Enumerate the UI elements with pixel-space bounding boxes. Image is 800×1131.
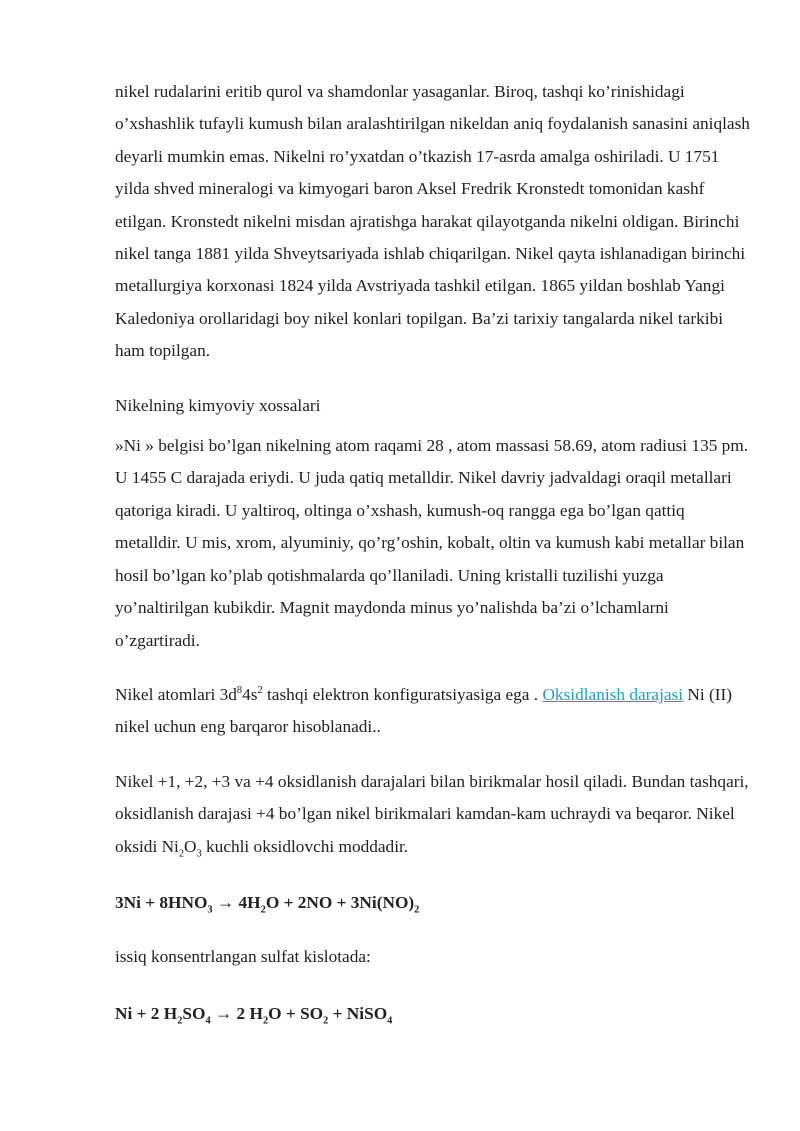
eq1-sub-3: 2 bbox=[414, 904, 420, 916]
config-suffix: tashqi elektron konfiguratsiyasiga ega . bbox=[262, 684, 543, 704]
config-sup-1: 8 bbox=[236, 685, 243, 697]
eq2-sub-4: 2 bbox=[323, 1015, 329, 1027]
properties-paragraph: »Ni » belgisi bo’lgan nikelning atom raqami 28 , atom massasi 58.69, atom radiusi 135 pm. U 1455 C darajada eriydi. U juda qatiq metalldir. Nikel davriy jadvaldagi oraqil metallari qatoriga kiradi. U yaltiroq, oltinga o’xshash, kumush-oq rangga ega bo’lgan qattiq metalldir. U mis, xrom, alyuminiy, qo’rg’oshin, kobalt, oltin va kumush kabi metallar bilan hosil bo’lgan ko’plab qotishmalarda qo’llaniladi. Uning kristalli tuzilishi yuzga yo’naltirilgan kubikdir. Magnit maydonda minus yo’nalishda ba’zi o’lchamlarni o’zgartiradi. bbox=[115, 436, 749, 650]
eq2-sub-5: 4 bbox=[387, 1015, 393, 1027]
eq1-part-2: → 4H bbox=[212, 892, 261, 912]
eq2-sub-1: 2 bbox=[177, 1015, 183, 1027]
eq1-sub-2: 2 bbox=[260, 904, 266, 916]
config-mid: 4s bbox=[242, 684, 258, 704]
config-prefix: Nikel atomlari 3d bbox=[115, 684, 237, 704]
oxidation-after: kuchli oksidlovchi moddadir. bbox=[201, 836, 409, 856]
eq1-part-3: O + 2NO + 3Ni(NO) bbox=[265, 892, 415, 912]
sulfuric-label: issiq konsentrlangan sulfat kislotada: bbox=[115, 947, 371, 967]
oxidation-paragraph bbox=[115, 766, 750, 863]
eq1-sub-1: 3 bbox=[207, 904, 213, 916]
section-heading: Nikelning kimyoviy xossalari bbox=[115, 395, 321, 415]
oxidation-sub-1: 2 bbox=[178, 847, 185, 859]
sulfuric-acid-equation bbox=[115, 998, 750, 1030]
electron-config-paragraph bbox=[115, 679, 750, 744]
eq2-part-1: Ni + 2 H bbox=[115, 1003, 178, 1023]
history-paragraph: nikel rudalarini eritib qurol va shamdonlar yasaganlar. Biroq, tashqi ko’rinishidagi o’xshashlik tufayli kumush bilan aralashtirilgan nikeldan aniq foydalanish sanasini aniqlash deyarli mumkin emas. Nikelni ro’yxatdan o’tkazish 17-asrda amalga oshiriladi. U 1751 yilda shved mineralogi va kimyogari baron Aksel Fredrik Kronstedt tomonidan kashf etilgan. Kronstedt nikelni misdan ajratishga harakat qilayotganda nikelni oldigan. Birinchi nikel tanga 1881 yilda Shveytsariyada ishlab chiqarilgan. Nikel qayta ishlanadigan birinchi metallurgiya korxonasi 1824 yilda Avstriyada tashkil etilgan. 1865 yildan boshlab Yangi Kaledoniya orollaridagi boy nikel konlari topilgan. Ba’zi tarixiy tangalarda nikel tarkibi ham topilgan. bbox=[115, 82, 750, 361]
oxidation-mid: O bbox=[184, 836, 197, 856]
eq2-part-3: → 2 H bbox=[210, 1003, 263, 1023]
eq1-part-1: 3Ni + 8HNO bbox=[115, 892, 208, 912]
nitric-acid-equation bbox=[115, 887, 750, 919]
eq2-part-2: SO bbox=[182, 1003, 206, 1023]
eq2-part-5: + NiSO bbox=[328, 1003, 388, 1023]
eq2-part-4: O + SO bbox=[268, 1003, 324, 1023]
eq2-sub-2: 4 bbox=[205, 1015, 211, 1027]
oxidation-sub-2: 3 bbox=[196, 847, 202, 859]
oxidation-before: Nikel +1, +2, +3 va +4 oksidlanish darajalari bilan birikmalar hosil qiladi. Bundan tashqari, oksidlanish darajasi +4 bo’lgan nikel birikmalari kamdan-kam uchraydi va beqaror. Nikel oksidi Ni bbox=[115, 771, 749, 856]
config-sup-2: 2 bbox=[257, 685, 263, 697]
oxidation-state-link[interactable]: Oksidlanish darajasi bbox=[542, 684, 684, 704]
eq2-sub-3: 2 bbox=[262, 1015, 269, 1027]
config-after-link: Ni (II) nikel uchun eng barqaror hisoblanadi.. bbox=[115, 684, 733, 737]
